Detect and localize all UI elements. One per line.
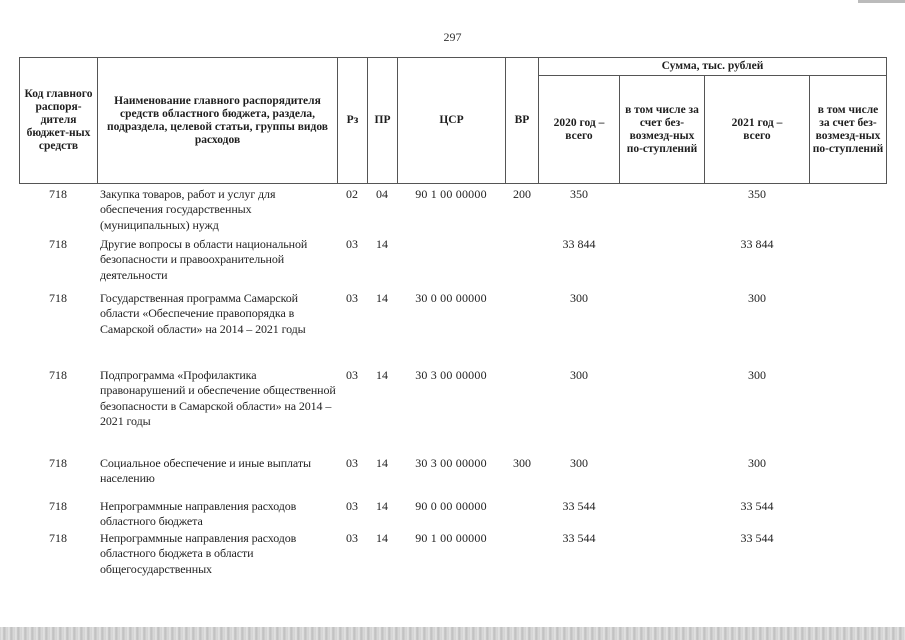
cell-2020-total: 300 xyxy=(570,368,588,382)
cell-2020-total: 33 544 xyxy=(562,499,596,513)
cell-2021-total: 300 xyxy=(748,291,766,305)
cell-2021-total: 300 xyxy=(748,456,766,470)
table-header xyxy=(19,57,887,184)
cell-rz: 02 xyxy=(346,187,358,201)
cell-2020-total: 33 844 xyxy=(562,237,596,251)
cell-pr: 14 xyxy=(376,456,388,470)
cell-rz: 03 xyxy=(346,368,358,382)
cell-rz: 03 xyxy=(346,237,358,251)
header-rz: Рз xyxy=(338,58,368,184)
header-2020-free: в том числе за счет без-возмезд-ных по-ступлений xyxy=(620,76,705,184)
cell-2021-total: 350 xyxy=(748,187,766,201)
cell-pr: 14 xyxy=(376,531,388,545)
header-csr: ЦСР xyxy=(398,58,506,184)
header-2021-free: в том числе за счет без-возмезд-ных по-ступлений xyxy=(810,76,887,184)
header-name: Наименование главного распорядителя средств областного бюджета, раздела, подраздела, целевой статьи, группы видов расходов xyxy=(98,58,338,184)
cell-csr: 90 0 00 00000 xyxy=(415,499,487,513)
cell-vr: 300 xyxy=(513,456,531,470)
cell-code: 718 xyxy=(49,456,67,470)
cell-csr: 90 1 00 00000 xyxy=(415,531,487,545)
cell-code: 718 xyxy=(49,237,67,251)
cell-2021-total: 33 844 xyxy=(740,237,774,251)
cell-csr: 30 3 00 00000 xyxy=(415,456,487,470)
cell-rz: 03 xyxy=(346,531,358,545)
cell-csr: 30 3 00 00000 xyxy=(415,368,487,382)
header-2020-total: 2020 год – всего xyxy=(539,76,620,184)
cell-name: Подпрограмма «Профилактика правонарушений и обеспечение общественной безопасности в Самарской области» на 2014 – 2021 годы xyxy=(100,368,336,428)
cell-name: Закупка товаров, работ и услуг для обеспечения государственных (муниципальных) нужд xyxy=(100,187,276,232)
cell-name: Государственная программа Самарской области «Обеспечение правопорядка в Самарской области» на 2014 – 2021 годы xyxy=(100,291,306,336)
cell-2020-total: 300 xyxy=(570,456,588,470)
cell-code: 718 xyxy=(49,531,67,545)
cell-code: 718 xyxy=(49,187,67,201)
cell-pr: 14 xyxy=(376,291,388,305)
cell-name: Социальное обеспечение и иные выплаты населению xyxy=(100,456,311,486)
cell-2020-total: 300 xyxy=(570,291,588,305)
cell-2021-total: 300 xyxy=(748,368,766,382)
header-code: Код главного распоря-дителя бюджет-ных средств xyxy=(20,58,98,184)
cell-pr: 14 xyxy=(376,499,388,513)
cell-rz: 03 xyxy=(346,456,358,470)
cell-name: Непрограммные направления расходов областного бюджета xyxy=(100,499,297,529)
cell-2020-total: 350 xyxy=(570,187,588,201)
cell-pr: 04 xyxy=(376,187,388,201)
scan-bottom-edge xyxy=(0,627,905,640)
cell-2020-total: 33 544 xyxy=(562,531,596,545)
header-sum-group: Сумма, тыс. рублей xyxy=(539,58,887,76)
cell-csr: 30 0 00 00000 xyxy=(415,291,487,305)
cell-rz: 03 xyxy=(346,291,358,305)
cell-2021-total: 33 544 xyxy=(740,531,774,545)
cell-pr: 14 xyxy=(376,368,388,382)
cell-code: 718 xyxy=(49,368,67,382)
cell-rz: 03 xyxy=(346,499,358,513)
header-pr: ПР xyxy=(368,58,398,184)
page-number: 297 xyxy=(443,30,462,44)
scan-edge-mark xyxy=(858,0,905,3)
cell-pr: 14 xyxy=(376,237,388,251)
cell-name: Непрограммные направления расходов областного бюджета в области общегосударственных xyxy=(100,531,297,576)
cell-code: 718 xyxy=(49,499,67,513)
header-vr: ВР xyxy=(506,58,539,184)
cell-name: Другие вопросы в области национальной безопасности и правоохранительной деятельности xyxy=(100,237,308,282)
cell-code: 718 xyxy=(49,291,67,305)
header-2021-total: 2021 год – всего xyxy=(705,76,810,184)
cell-2021-total: 33 544 xyxy=(740,499,774,513)
cell-csr: 90 1 00 00000 xyxy=(415,187,487,201)
cell-vr: 200 xyxy=(513,187,531,201)
